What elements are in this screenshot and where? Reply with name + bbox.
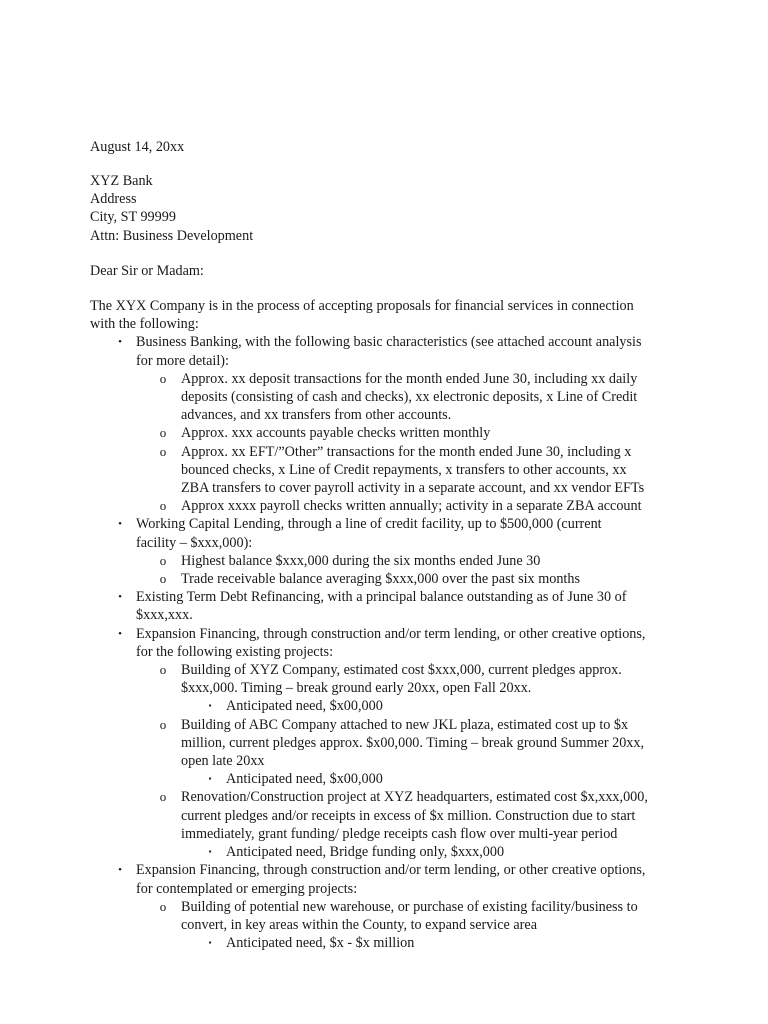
- bullet-circle-icon: o: [159, 498, 167, 514]
- item-text-line: for the following existing projects:: [136, 643, 334, 660]
- item-text-line: $xxx,xxx.: [136, 607, 193, 624]
- item-text-line: Existing Term Debt Refinancing, with a principal balance outstanding as of June 30 of: [136, 589, 627, 606]
- sub-sub-list-item: [208, 934, 684, 952]
- recipient-address: [90, 172, 690, 245]
- bullet-circle-icon: o: [159, 662, 167, 678]
- address-line: Attn: Business Development: [90, 227, 254, 244]
- list-item: [118, 861, 684, 897]
- sub-list-item: [159, 424, 684, 442]
- bullet-circle-icon: o: [159, 552, 167, 568]
- sub-list-item: [159, 497, 684, 515]
- bullet-disc-icon: •: [118, 336, 122, 349]
- bullet-circle-icon: o: [159, 443, 167, 459]
- sub-item-text-line: Trade receivable balance averaging $xxx,000 over the past six months: [181, 571, 580, 588]
- address-line: XYZ Bank: [90, 173, 153, 189]
- sub-sub-list-item: [208, 843, 684, 861]
- sub-item-text-line: million, current pledges approx. $x00,000. Timing – break ground Summer 20xx,: [181, 734, 645, 751]
- sub-list-item: [159, 552, 684, 570]
- sub-list-item: [159, 788, 684, 843]
- intro-line: with the following:: [90, 316, 199, 333]
- bullet-square-icon: ▪: [208, 774, 212, 784]
- sub-item-text-line: Building of potential new warehouse, or purchase of existing facility/business to: [181, 898, 638, 915]
- sub-item-text-line: Approx. xxx accounts payable checks written monthly: [181, 425, 491, 442]
- sub-sub-item-text: Anticipated need, $x00,000: [226, 698, 383, 715]
- address-line: City, ST 99999: [90, 209, 176, 226]
- item-text-line: Business Banking, with the following basic characteristics (see attached account analysis: [136, 334, 642, 351]
- sub-item-text-line: deposits (consisting of cash and checks), xx electronic deposits, x Line of Credit: [181, 389, 638, 406]
- sub-list-item: [159, 443, 684, 498]
- sub-item-text-line: convert, in key areas within the County, to expand service area: [181, 916, 538, 933]
- sub-list-item: [159, 370, 684, 425]
- item-text-line: facility – $xxx,000):: [136, 534, 253, 551]
- bullet-square-icon: ▪: [208, 938, 212, 948]
- sub-item-text-line: Building of XYZ Company, estimated cost $xxx,000, current pledges approx.: [181, 662, 622, 679]
- list-item: [118, 588, 684, 624]
- bullet-disc-icon: •: [118, 627, 122, 640]
- bullet-circle-icon: o: [159, 571, 167, 587]
- item-text-line: Working Capital Lending, through a line of credit facility, up to $500,000 (current: [136, 516, 602, 533]
- sub-sub-item-text: Anticipated need, Bridge funding only, $xxx,000: [226, 844, 505, 861]
- bullet-circle-icon: o: [159, 789, 167, 805]
- sub-sub-list-item: [208, 770, 684, 788]
- address-line: Address: [90, 191, 137, 208]
- sub-sub-item-text: Anticipated need, $x - $x million: [226, 935, 415, 952]
- sub-item-text-line: advances, and xx transfers from other accounts.: [181, 407, 452, 424]
- sub-item-text-line: open late 20xx: [181, 753, 265, 770]
- bullet-square-icon: ▪: [208, 847, 212, 857]
- sub-item-text-line: Approx. xx EFT/”Other” transactions for the month ended June 30, including x: [181, 443, 632, 460]
- bullet-circle-icon: o: [159, 898, 167, 914]
- sub-item-text-line: ZBA transfers to cover payroll activity in a separate account, and xx vendor EFTs: [181, 480, 645, 497]
- sub-item-text-line: immediately, grant funding/ pledge receipts cash flow over multi-year period: [181, 825, 618, 842]
- list-item: [118, 625, 684, 661]
- bullet-circle-icon: o: [159, 370, 167, 386]
- bullet-circle-icon: o: [159, 716, 167, 732]
- item-text-line: for contemplated or emerging projects:: [136, 880, 358, 897]
- bullet-disc-icon: •: [118, 591, 122, 604]
- sub-item-text-line: Building of ABC Company attached to new JKL plaza, estimated cost up to $x: [181, 716, 629, 733]
- salutation: [90, 262, 690, 280]
- sub-list-item: [159, 570, 684, 588]
- sub-sub-list-item: [208, 697, 684, 715]
- sub-list-item: [159, 898, 684, 934]
- letter-body: [90, 297, 690, 952]
- list-item: [118, 333, 684, 369]
- sub-list-item: [159, 716, 684, 771]
- sub-item-text-line: bounced checks, x Line of Credit repayments, x transfers to other accounts, xx: [181, 461, 627, 478]
- item-text-line: for more detail):: [136, 352, 229, 369]
- sub-item-text-line: Highest balance $xxx,000 during the six months ended June 30: [181, 552, 541, 569]
- sub-item-text-line: current pledges and/or receipts in excess of $x million. Construction due to start: [181, 807, 636, 824]
- sub-sub-item-text: Anticipated need, $x00,000: [226, 771, 383, 788]
- bullet-circle-icon: o: [159, 425, 167, 441]
- bullet-disc-icon: •: [118, 518, 122, 531]
- item-text-line: Expansion Financing, through construction and/or term lending, or other creative options,: [136, 625, 646, 642]
- sub-item-text-line: Approx. xx deposit transactions for the month ended June 30, including xx daily: [181, 370, 638, 387]
- date-text: August 14, 20xx: [90, 139, 185, 155]
- bullet-square-icon: ▪: [208, 701, 212, 711]
- sub-item-text-line: Approx xxxx payroll checks written annually; activity in a separate ZBA account: [181, 498, 642, 515]
- sub-item-text-line: Renovation/Construction project at XYZ headquarters, estimated cost $x,xxx,000,: [181, 789, 648, 806]
- salutation-text: Dear Sir or Madam:: [90, 263, 204, 279]
- intro-line: The XYX Company is in the process of accepting proposals for financial services in connection: [90, 298, 634, 314]
- bullet-disc-icon: •: [118, 864, 122, 877]
- sub-list-item: [159, 661, 684, 697]
- sub-item-text-line: $xxx,000. Timing – break ground early 20xx, open Fall 20xx.: [181, 680, 532, 697]
- item-text-line: Expansion Financing, through construction and/or term lending, or other creative options,: [136, 862, 646, 879]
- letter-date: [90, 138, 690, 156]
- list-item: [118, 515, 684, 551]
